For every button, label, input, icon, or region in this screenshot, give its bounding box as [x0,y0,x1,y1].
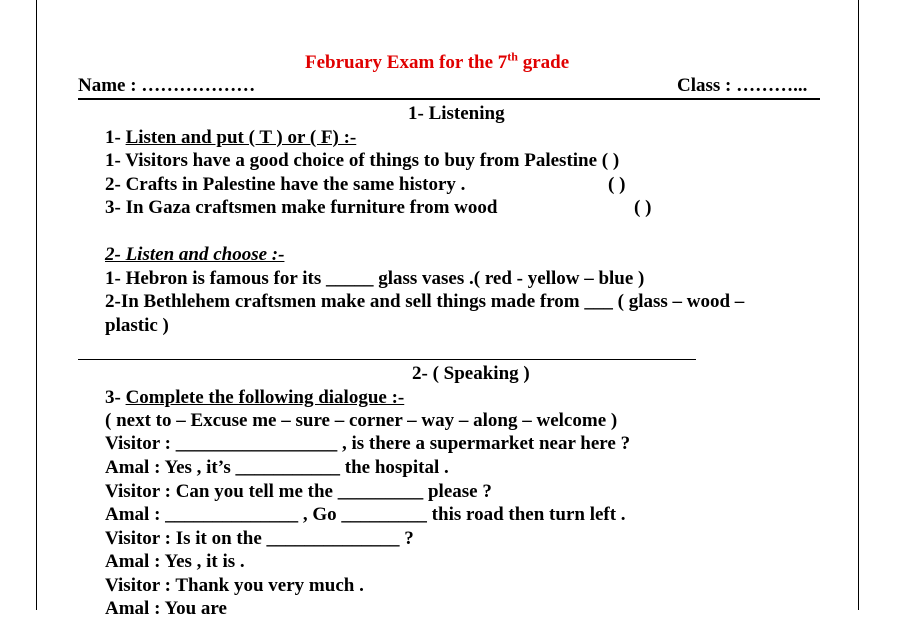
dialogue-line-partial: Amal : You are [105,598,227,619]
dialogue-line: Visitor : Is it on the ______________ ? [105,528,414,549]
name-field: Name : ……………… [78,75,256,96]
tf-item-3: 3- In Gaza craftsmen make furniture from wood [105,197,498,218]
page-border-right [858,0,859,610]
dialogue-line: Visitor : Thank you very much . [105,575,364,596]
section-heading-speaking: 2- ( Speaking ) [412,363,530,384]
question-1-title: 1- Listen and put ( T ) or ( F) :- [105,127,357,148]
choose-item-1: 1- Hebron is famous for its _____ glass vases .( red - yellow – blue ) [105,268,645,289]
class-field: Class : ………... [677,75,808,96]
question-2-title: 2- Listen and choose :- [105,244,285,265]
page-border-left [36,0,37,610]
question-3-title: 3- Complete the following dialogue :- [105,387,405,408]
tf-bracket-2: ( ) [608,174,626,195]
dialogue-line: Amal : Yes , it’s ___________ the hospital . [105,457,449,478]
section-heading-listening: 1- Listening [408,103,505,124]
tf-bracket-3: ( ) [634,197,652,218]
tf-item-1: 1- Visitors have a good choice of things to buy from Palestine ( ) [105,150,620,171]
dialogue-line: Visitor : Can you tell me the _________ please ? [105,481,492,502]
choose-item-2: 2-In Bethlehem craftsmen make and sell things made from ___ ( glass – wood – [105,291,745,312]
dialogue-line: Amal : ______________ , Go _________ this road then turn left . [105,504,626,525]
dialogue-line: Amal : Yes , it is . [105,551,245,572]
choose-item-2-cont: plastic ) [105,315,169,336]
header-rule [78,98,820,100]
section-divider [78,359,696,360]
word-bank: ( next to – Excuse me – sure – corner – way – along – welcome ) [105,410,618,431]
exam-title: February Exam for the 7th grade [305,49,570,73]
dialogue-line: Visitor : _________________ , is there a supermarket near here ? [105,433,631,454]
tf-item-2: 2- Crafts in Palestine have the same history . [105,174,466,195]
